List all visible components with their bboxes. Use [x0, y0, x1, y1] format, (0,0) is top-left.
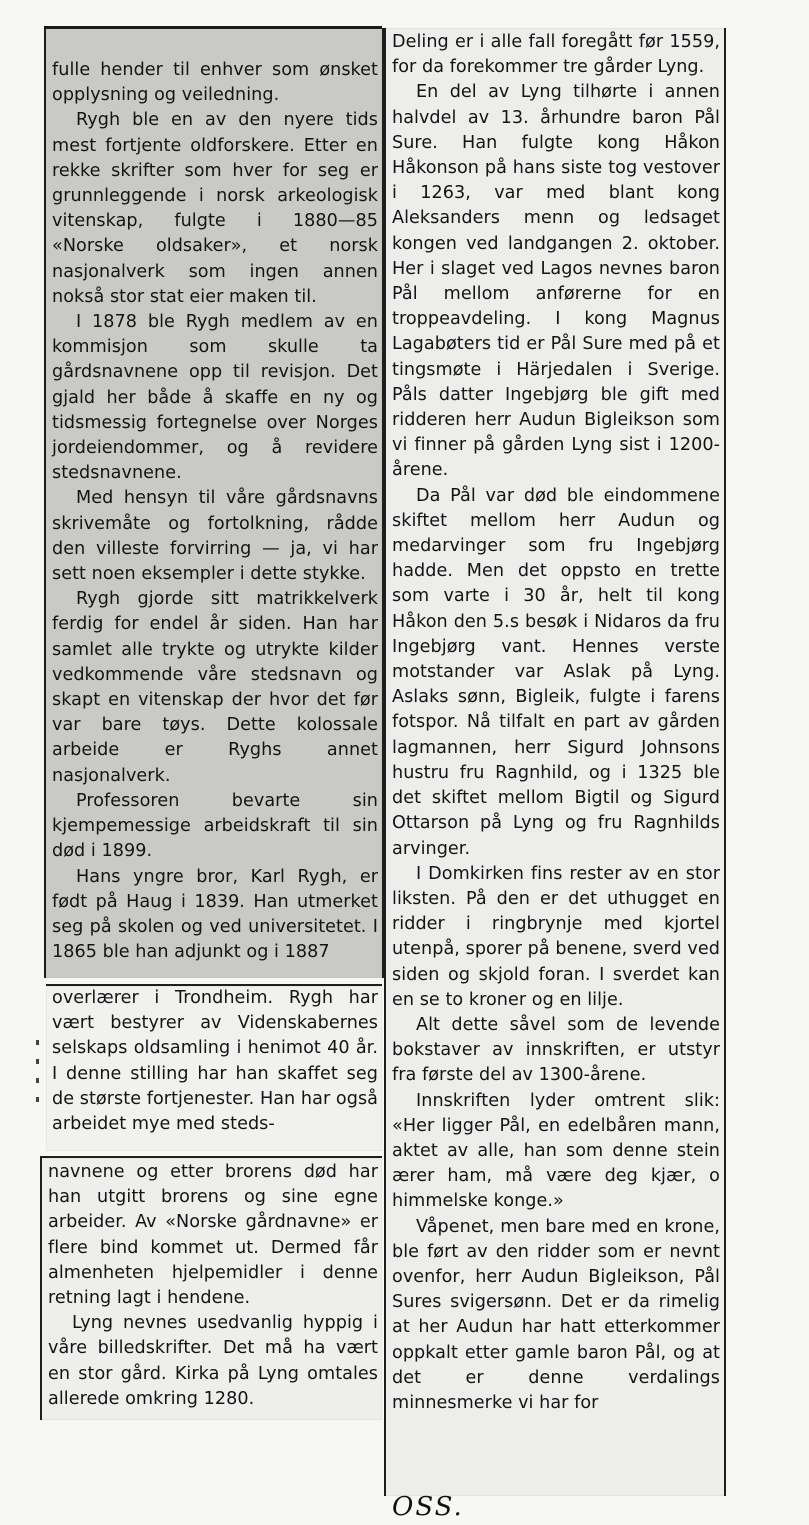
clip-edge-bottom — [40, 1156, 382, 1158]
right-edge-line — [724, 28, 726, 1496]
paragraph: Rygh gjorde sitt matrikkelverk ferdig for endel år siden. Han har samlet alle trykte og utrykte kilder vedkommende våre stedsnavn og skapt en vitenskap der hvor det før var bare tøys. Dette kolossale arbeide er Ryghs annet nasjonalverk. — [52, 589, 378, 786]
left-bottom-edge — [40, 1158, 42, 1420]
paragraph: I 1878 ble Rygh medlem av en kommisjon som skulle ta gårdsnavnene opp til revisjon. Det gjald her både å skaffe en ny og tidsmessig fortegnelse over Norges jordeiendommer, og å revidere stedsnavnene. — [52, 312, 378, 484]
right-column — [392, 30, 720, 1416]
left-column-top — [52, 58, 378, 965]
paragraph: Lyng nevnes usedvanlig hyppig i våre billedskrifter. Det må ha vært en stor gård. Kirka på Lyng omtales allerede omkring 1280. — [48, 1313, 378, 1409]
right-column-edge — [384, 28, 386, 1496]
top-rule — [44, 26, 382, 29]
paragraph: navnene og etter brorens død har han utgitt brorens og sine egne arbeider. Av «Norske gårdnavne» er flere bind kommet ut. Dermed får almenheten hjelpemidler i denne retning lagt i hendene. — [48, 1162, 378, 1309]
paragraph: Hans yngre bror, Karl Rygh, er født på Haug i 1839. Han utmerket seg på skolen og ved universitetet. I 1865 ble han adjunkt og i 1887 — [52, 866, 378, 963]
scan-specks — [36, 1040, 42, 1140]
left-edge-line — [44, 28, 46, 978]
handwritten-note: OSS. — [392, 1492, 464, 1522]
paragraph: I Domkirken fins rester av en stor liksten. På den er det uthugget en ridder i ringbrynje med kjortel utenpå, sporer på benene, sverd ved siden og skjold foran. I sverdet kan en se to kroner og en lilje. — [392, 863, 720, 1010]
paragraph: Alt dette såvel som de levende bokstaver av innskriften, er utstyr fra første del av 1300-årene. — [392, 1014, 720, 1086]
left-column-bottom — [48, 1160, 378, 1412]
paragraph: Innskriften lyder omtrent slik: «Her ligger Pål, en edelbåren mann, aktet av alle, han som denne stein ærer ham, må være deg kjær, o himmelske konge.» — [392, 1090, 720, 1212]
paragraph: Våpenet, men bare med en krone, ble ført av den ridder som er nevnt ovenfor, herr Audun Bigleikson, Pål Sures svigersønn. Det er da rimelig at her Audun har hatt etterkommer oppkalt etter gamle baron Pål, og at det er denne verdalings minnesmerke vi har for — [392, 1216, 720, 1413]
left-column-middle — [52, 986, 378, 1137]
paragraph: En del av Lyng tilhørte i annen halvdel av 13. århundre baron Pål Sure. Han fulgte kong Håkon Håkonson på hans siste tog vestover i 1263, var med blant kong Aleksanders menn og ledsaget kongen ved landgangen 2. oktober. Her i slaget ved Lagos nevnes baron Pål mellom anførerne for en troppeavdeling. I kong Magnus Lagabøters tid er Pål Sure med på et tingsmøte i Härjedalen i Sverige. Påls datter Ingebjørg ble gift med ridderen herr Audun Bigleikson som vi finner på gården Lyng sist i 1200-årene. — [392, 82, 720, 481]
paragraph: Med hensyn til våre gårdsnavns skrivemåte og fortolkning, rådde den villeste forvirring — ja, vi har sett noen eksempler i dette stykke. — [52, 488, 378, 585]
paragraph: fulle hender til enhver som ønsket opplysning og veiledning. — [52, 60, 378, 106]
paragraph: Professoren bevarte sin kjempemessige arbeidskraft til sin død i 1899. — [52, 790, 378, 862]
paragraph: overlærer i Trondheim. Rygh har vært bestyrer av Videnskabernes selskaps oldsamling i henimot 40 år. I denne stilling har han skaffet seg de største fortjenester. Han har også arbeidet mye med steds- — [52, 988, 378, 1135]
paragraph: Rygh ble en av den nyere tids mest fortjente oldforskere. Etter en rekke skrifter som hver for seg er grunnleggende i norsk arkeologisk vitenskap, fulgte i 1880—85 «Norske oldsaker», et norsk nasjonalverk som ingen annen nokså stor stat eier maken til. — [52, 110, 378, 307]
paragraph: Da Pål var død ble eindommene skiftet mellom herr Audun og medarvinger som fru Ingebjørg hadde. Men det oppsto en trette som varte i 30 år, helt til kong Håkon den 5.s besøk i Nidaros da fru Ingebjørg vant. Hennes verste motstander var Aslak på Lyng. Aslaks sønn, Bigleik, fulgte i farens fotspor. Nå tilfalt en part av gården lagmannen, herr Sigurd Johnsons hustru fru Ragnhild, og i 1325 ble det skiftet mellom Bigtil og Sigurd Ottarson på Lyng og fru Ragnhilds arvinger. — [392, 485, 720, 859]
paragraph: Deling er i alle fall foregått før 1559, for da forekommer tre gårder Lyng. — [392, 32, 720, 78]
